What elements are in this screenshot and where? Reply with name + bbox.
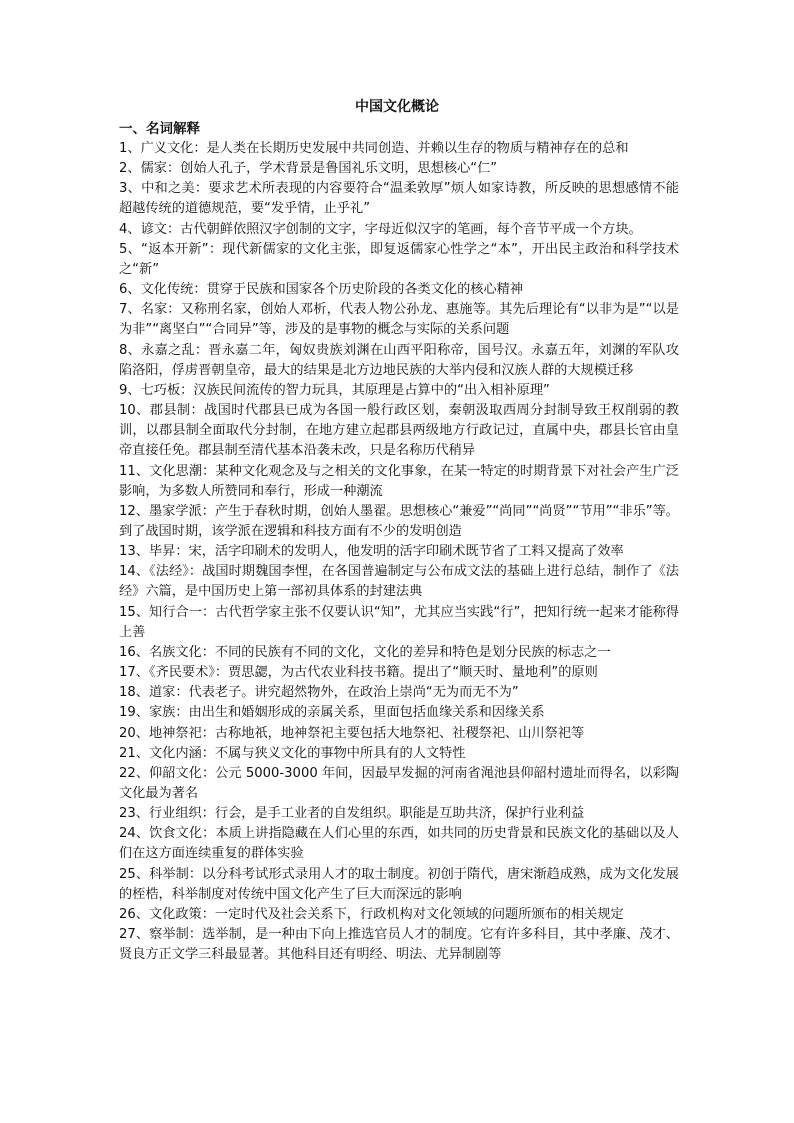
term-entry: 11、文化思潮：某种文化观念及与之相关的文化事象，在某一特定的时期背景下对社会产生广泛影响，为多数人所赞同和奉行，形成一种潮流	[119, 463, 679, 499]
term-entry: 27、察举制：选举制，是一种由下向上推选官员人才的制度。它有许多科目，其中孝廉、茂才、贤良方正文学三科最显著。其他科目还有明经、明法、尤异制剧等	[119, 927, 679, 963]
term-entry: 20、地神祭祀：古称地祇，地神祭祀主要包括大地祭祀、社稷祭祀、山川祭祀等	[119, 725, 585, 741]
document-title: 中国文化概论	[355, 99, 439, 115]
section-heading: 一、名词解释	[119, 121, 200, 137]
term-entry: 7、名家：又称刑名家，创始人邓析，代表人物公孙龙、惠施等。其先后理论有“以非为是”“以是为非”“离坚白”“合同异”等，涉及的是事物的概念与实际的关系问题	[119, 302, 679, 338]
term-entry: 5、“返本开新”：现代新儒家的文化主张，即复返儒家心性学之“本”，开出民主政治和科学技术之“新”	[119, 241, 679, 277]
term-entry: 25、科举制：以分科考试形式录用人才的取士制度。初创于隋代，唐宋渐趋成熟，成为文化发展的桎梏，科举制度对传统中国文化产生了巨大而深远的影响	[119, 866, 679, 902]
term-entry: 14、《法经》：战国时期魏国李悝，在各国普遍制定与公布成文法的基础上进行总结，制作了《法经》六篇，是中国历史上第一部初具体系的封建法典	[119, 564, 679, 600]
term-entry: 13、毕昇：宋，活字印刷术的发明人，他发明的活字印刷术既节省了工料又提高了效率	[119, 544, 624, 560]
term-entry: 18、道家：代表老子。讲究超然物外，在政治上崇尚“无为而无不为”	[119, 685, 519, 701]
term-entry: 23、行业组织：行会，是手工业者的自发组织。职能是互助共济，保护行业利益	[119, 806, 585, 822]
term-entry: 19、家族：由出生和婚姻形成的亲属关系，里面包括血缘关系和因缘关系	[119, 705, 545, 721]
term-entry: 10、郡县制：战国时代郡县已成为各国一般行政区划，秦朝汲取西周分封制导致王权削弱的教训，以郡县制全面取代分封制，在地方建立起郡县两级地方行政记过，直属中央，郡县长官由皇帝直接任免。郡县制至清代基本沿袭未改，只是名称历代稍异	[119, 403, 679, 459]
term-entry: 22、仰韶文化：公元 5000-3000 年间，因最早发掘的河南省渑池县仰韶村遗址而得名，以彩陶文化最为著名	[119, 765, 679, 801]
term-entry: 2、儒家：创始人孔子，学术背景是鲁国礼乐文明，思想核心“仁”	[119, 161, 498, 177]
term-entry: 6、文化传统：贯穿于民族和国家各个历史阶段的各类文化的核心精神	[119, 282, 524, 298]
term-entry: 21、文化内涵：不属与狭义文化的事物中所具有的人文特性	[119, 745, 466, 761]
term-entry: 16、名族文化：不同的民族有不同的文化，文化的差异和特色是划分民族的标志之一	[119, 644, 611, 660]
term-entry: 17、《齐民要术》：贾思勰，为古代农业科技书籍。提出了“顺天时、量地利”的原则	[119, 665, 598, 681]
term-entry: 26、文化政策：一定时代及社会关系下，行政机构对文化领域的问题所颁布的相关规定	[119, 906, 624, 922]
term-entry: 12、墨家学派：产生于春秋时期，创始人墨翟。思想核心“兼爱”“尚同”“尚贤”“节用”“非乐”等。到了战国时期，该学派在逻辑和科技方面有不少的发明创造	[119, 503, 679, 539]
term-entry: 15、知行合一：古代哲学家主张不仅要认识“知”，尤其应当实践“行”，把知行统一起来才能称得上善	[119, 604, 679, 640]
term-entry: 1、广义文化：是人类在长期历史发展中共同创造、并赖以生存的物质与精神存在的总和	[119, 141, 629, 156]
term-entry: 3、中和之美：要求艺术所表现的内容要符合“温柔敦厚”烦人如家诗教，所反映的思想感情不能超越传统的道德规范，要“发乎情，止乎礼”	[119, 181, 679, 217]
term-entry: 24、饮食文化：本质上讲指隐藏在人们心里的东西，如共同的历史背景和民族文化的基础以及人们在这方面连续重复的群体实验	[119, 826, 679, 862]
term-entry: 8、永嘉之乱：晋永嘉二年，匈奴贵族刘渊在山西平阳称帝，国号汉。永嘉五年，刘渊的军队攻陷洛阳，俘虏晋朝皇帝，最大的结果是北方边地民族的大举内侵和汉族人群的大规模迁移	[119, 342, 679, 378]
term-entry: 9、七巧板：汉族民间流传的智力玩具，其原理是占算中的“出入相补原理”	[119, 382, 550, 398]
term-entry: 4、谚文：古代朝鲜依照汉字创制的文字，字母近似汉字的笔画，每个音节平成一个方块。	[119, 221, 642, 237]
term-list	[119, 139, 679, 965]
